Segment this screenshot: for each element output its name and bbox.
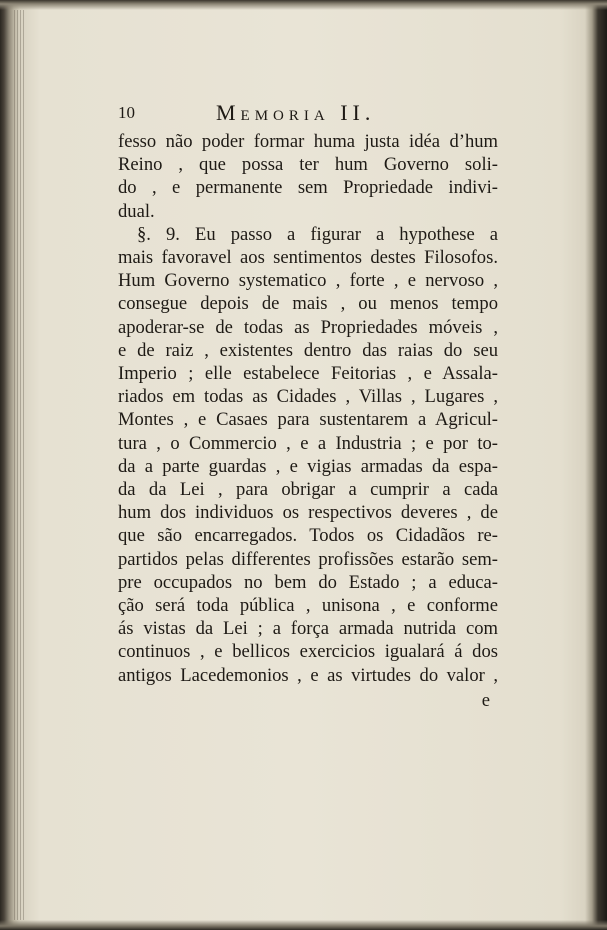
text-line: hum dos individuos os respectivos deveres , de (118, 502, 498, 524)
running-head: Memoria II. (216, 100, 376, 125)
text-line: Reino , que possa ter hum Governo soli- (118, 154, 498, 176)
text-line: Hum Governo systematico , forte , e nervoso , (118, 270, 498, 292)
section-heading-line: §. 9. Eu passo a figurar a hypothese a (137, 223, 498, 245)
text-line: dual. (118, 200, 155, 222)
text-line: pre occupados no bem do Estado ; a educa- (118, 571, 498, 593)
text-line: Montes , e Casaes para sustentarem a Agricul- (118, 409, 498, 431)
text-line: tura , o Commercio , e a Industria ; e por to- (118, 432, 498, 454)
page-number: 10 (118, 103, 135, 122)
text-line: antigos Lacedemonios , e as virtudes do valor , (118, 664, 498, 686)
text-line: consegue depois de mais , ou menos tempo (118, 293, 498, 315)
page-header (118, 100, 498, 130)
text-line: Imperio ; elle estabelece Feitorias , e Assala- (118, 363, 498, 385)
text-line: partidos pelas differentes profissões estarão sem- (118, 548, 498, 570)
page-edge-gutter (14, 10, 24, 920)
text-line: da a parte guardas , e vigias armadas da espa- (118, 455, 498, 477)
text-line: ção será toda pública , unisona , e conforme (118, 595, 498, 617)
text-line: continuos , e bellicos exercicios igualará á dos (118, 641, 498, 663)
text-line: apoderar-se de todas as Propriedades móveis , (118, 316, 498, 338)
text-line: fesso não poder formar huma justa idéa d’hum (118, 131, 498, 152)
text-line: que são encarregados. Todos os Cidadãos re- (118, 525, 498, 547)
catchword: e (481, 689, 490, 711)
text-line: riados em todas as Cidades , Villas , Lugares , (118, 386, 498, 408)
text-line: ás vistas da Lei ; a força armada nutrida com (118, 618, 498, 640)
text-line: e de raiz , existentes dentro das raias do seu (118, 339, 498, 361)
text-line: mais favoravel aos sentimentos destes Filosofos. (118, 247, 498, 269)
text-line: do , e permanente sem Propriedade indivi- (118, 177, 498, 199)
printed-page (118, 100, 498, 712)
text-line: da da Lei , para obrigar a cumprir a cada (118, 479, 498, 501)
body-text (118, 130, 498, 687)
